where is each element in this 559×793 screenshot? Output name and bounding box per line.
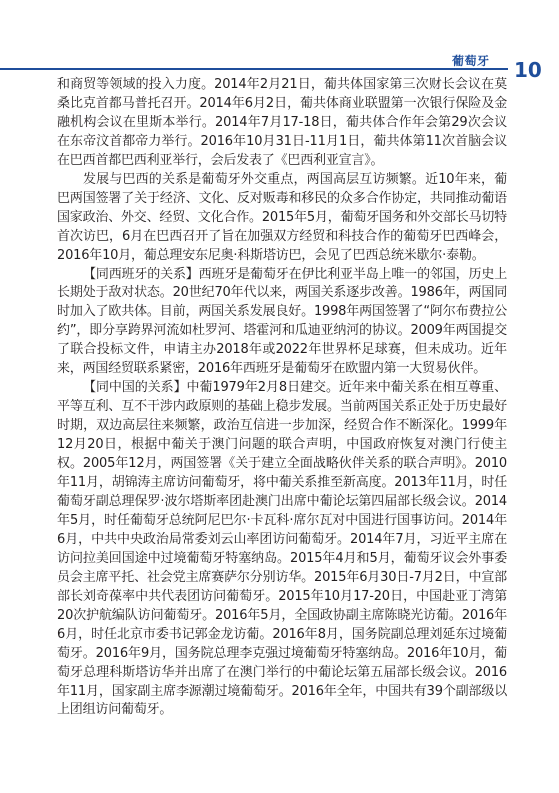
body-text: [57, 76, 507, 720]
page-number: 10: [514, 58, 542, 82]
paragraph-multilateral: 和商贸等领域的投入力度。2014年2月21日，葡共体国家第三次财长会议在莫桑比克首都马普托召开。2014年6月2日，葡共体商业联盟第一次银行保险及金融机构会议在里斯本举行。2014年7月17-18日，葡共体合作年会第29次会议在东帝汶首都帝力举行。2016年10月31日-11月1日，葡共体第11次首脑会议在巴西首都巴西利亚举行，会后发表了《巴西利亚宣言》。: [57, 77, 507, 168]
paragraph-brazil: 发展与巴西的关系是葡萄牙外交重点，两国高层互访频繁。近10年来，葡巴两国签署了关于经济、文化、反对贩毒和移民的众多合作协定，共同推动葡语国家政治、外交、经贸、文化合作。2015年5月，葡萄牙国务和外交部长马切特首次访巴，6月在巴西召开了旨在加强双方经贸和科技合作的葡萄牙巴西峰会，2016年10月，葡总理安东尼奥·科斯塔访巴，会见了巴西总统米歇尔·泰勒。: [57, 171, 507, 263]
paragraph-spain: 【同西班牙的关系】西班牙是葡萄牙在伊比利亚半岛上唯一的邻国，历史上长期处于敌对状态。20世纪70年代以来，两国关系逐步改善。1986年，两国同时加入了欧共体。目前，两国关系发展良好。1998年两国签署了“阿尔布费拉公约”，即分享跨界河流如杜罗河、塔霍河和瓜迪亚纳河的协议。2009年两国提交了联合投标文件，申请主办2018年或2022年世界杯足球赛，但未成功。近年来，两国经贸联系紧密，2016年西班牙是葡萄牙在欧盟内第一大贸易伙伴。: [57, 266, 507, 377]
header-rule: [0, 68, 508, 70]
paragraph-china: 【同中国的关系】中葡1979年2月8日建交。近年来中葡关系在相互尊重、平等互利、互不干涉内政原则的基础上稳步发展。当前两国关系正处于历史最好时期，双边高层往来频繁，政治互信进一步加深，经贸合作不断深化。1999年12月20日，根据中葡关于澳门问题的联合声明，中国政府恢复对澳门行使主权。2005年12月，两国签署《关于建立全面战略伙伴关系的联合声明》。2010年11月，胡锦涛主席访问葡萄牙，将中葡关系推至新高度。2013年11月，时任葡萄牙副总理保罗·波尔塔斯率团赴澳门出席中葡论坛第四届部长级会议。2014年5月，时任葡萄牙总统阿尼巴尔·卡瓦科·席尔瓦对中国进行国事访问。2014年6月，中共中央政治局常委刘云山率团访问葡萄牙。2014年7月，习近平主席在访问拉美回国途中过境葡萄牙特塞纳岛。2015年4月和5月，葡萄牙议会外事委员会主席平托、社会党主席赛萨尔分别访华。2015年6月30日-7月2日，中宣部部长刘奇葆率中共代表团访问葡萄牙。2015年10月17-20日，中国赴亚丁湾第20次护航编队访问葡萄牙。2016年5月，全国政协副主席陈晓光访葡。2016年6月，时任北京市委书记郭金龙访葡。2016年8月，国务院副总理刘延东过境葡萄牙。2016年9月，国务院总理李克强过境葡萄牙特塞纳岛。2016年10月，葡萄牙总理科斯塔访华并出席了在澳门举行的中葡论坛第五届部长级会议。2016年11月，国家副主席李源潮过境葡萄牙。2016年全年，中国共有39个副部级以上团组访问葡萄牙。: [57, 380, 507, 718]
section-title: 葡萄牙: [452, 54, 490, 68]
